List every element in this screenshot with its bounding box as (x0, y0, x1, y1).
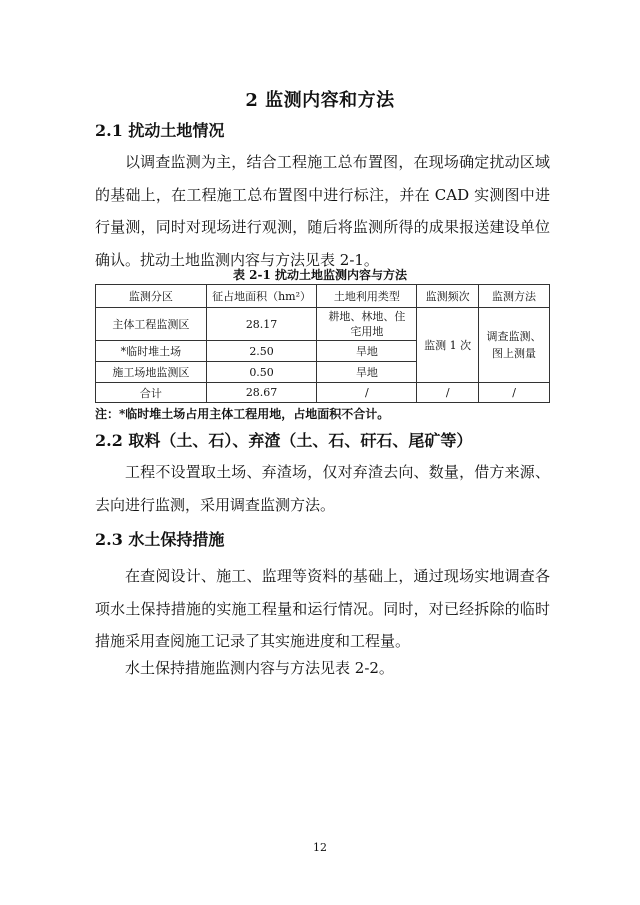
cell-land-use: 旱地 (317, 362, 417, 383)
cell-total-label: 合计 (96, 383, 207, 403)
section-2-3-paragraph-2: 水土保持措施监测内容与方法见表 2-2。 (125, 659, 394, 677)
cell-total-method: / (479, 383, 550, 403)
cell-total-land-use: / (317, 383, 417, 403)
header-zone: 监测分区 (96, 285, 207, 308)
header-area: 征占地面积（hm²） (206, 285, 317, 308)
header-land-use: 土地利用类型 (317, 285, 417, 308)
section-2-3-title: 2.3 水土保持措施 (95, 530, 225, 549)
header-frequency: 监测频次 (417, 285, 479, 308)
cell-land-use: 旱地 (317, 341, 417, 362)
section-2-3-paragraph-1: 在查阅设计、施工、监理等资料的基础上，通过现场实地调查各项水土保持措施的实施工程量和运行情况。同时，对已经拆除的临时措施采用查阅施工记录了其实施进度和工程量。 (95, 567, 550, 650)
cell-total-frequency: / (417, 383, 479, 403)
header-method: 监测方法 (479, 285, 550, 308)
section-2-1-title: 2.1 扰动土地情况 (95, 121, 225, 140)
cell-total-area: 28.67 (206, 383, 317, 403)
chapter-title: 2 监测内容和方法 (245, 90, 395, 111)
section-2-1-paragraph: 以调查监测为主，结合工程施工总布置图，在现场确定扰动区域的基础上，在工程施工总布置图中进行标注，并在 CAD 实测图中进行量测，同时对现场进行观测，随后将监测所得的成果报送建设单位确认。扰动土地监测内容与方法见表 2-1。 (95, 153, 550, 269)
cell-zone: *临时堆土场 (96, 341, 207, 362)
cell-method: 调查监测、图上测量 (479, 308, 550, 383)
table-row (96, 308, 550, 341)
table-header-row (96, 285, 550, 308)
cell-land-use: 耕地、林地、住宅用地 (317, 308, 417, 341)
cell-zone: 施工场地监测区 (96, 362, 207, 383)
page-number: 12 (313, 841, 327, 854)
table-2-1 (95, 284, 550, 403)
cell-frequency: 监测 1 次 (417, 308, 479, 383)
cell-area: 0.50 (206, 362, 317, 383)
cell-area: 28.17 (206, 308, 317, 341)
table-note: 注：*临时堆土场占用主体工程用地，占地面积不合计。 (95, 407, 390, 421)
cell-area: 2.50 (206, 341, 317, 362)
table-total-row (96, 383, 550, 403)
section-2-2-paragraph: 工程不设置取土场、弃渣场，仅对弃渣去向、数量，借方来源、去向进行监测，采用调查监测方法。 (95, 463, 550, 514)
cell-zone: 主体工程监测区 (96, 308, 207, 341)
section-2-2-title: 2.2 取料（土、石）、弃渣（土、石、矸石、尾矿等） (95, 431, 473, 450)
table-2-1-caption: 表 2-1 扰动土地监测内容与方法 (232, 268, 408, 282)
